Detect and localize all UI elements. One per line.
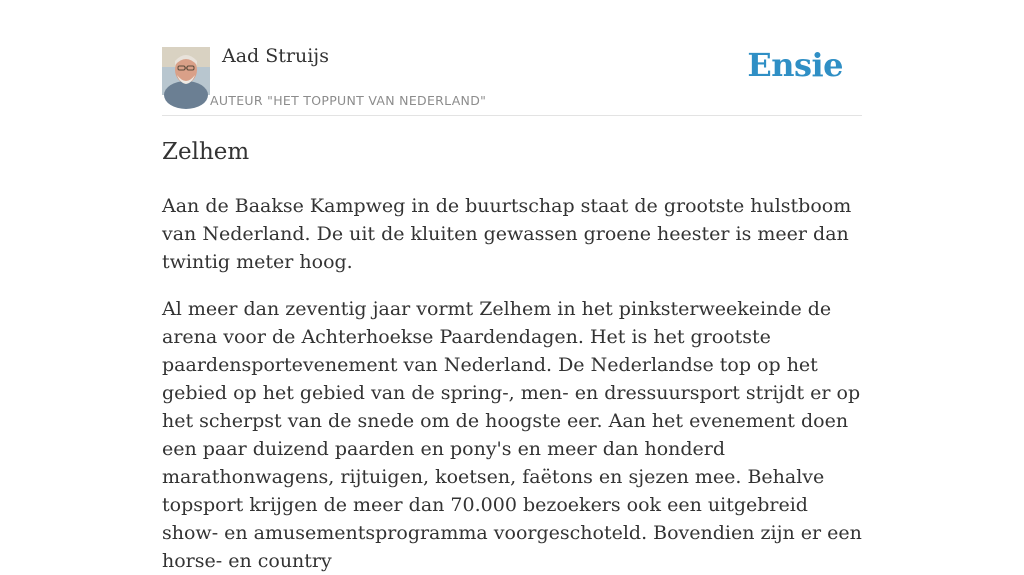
author-name[interactable]: Aad Struijs <box>222 45 329 67</box>
article-body <box>162 192 862 575</box>
article-header <box>162 0 862 116</box>
article-container <box>162 0 862 572</box>
article-paragraph: Aan de Baakse Kampweg in de buurtschap staat de grootste hulstboom van Nederland. De uit de kluiten gewassen groene heester is meer dan twintig meter hoog. <box>162 195 852 273</box>
author-bio: AUTEUR "HET TOPPUNT VAN NEDERLAND" <box>210 93 487 108</box>
author-avatar[interactable] <box>162 47 210 95</box>
author-photo <box>162 47 210 95</box>
ensie-logo[interactable]: Ensie <box>747 46 843 84</box>
article-title: Zelhem <box>162 139 250 165</box>
article-paragraph: Al meer dan zeventig jaar vormt Zelhem in het pinksterweekeinde de arena voor de Achterhoekse Paardendagen. Het is het grootste paardensportevenement van Nederland. De Nederlandse top op het gebied op het gebied van de spring-, men- en dressuursport strijdt er op het scherpst van de snede om de hoogste eer. Aan het evenement doen een paar duizend paarden en pony's en meer dan honderd marathonwagens, rijtuigen, koetsen, faëtons en sjezen mee. Behalve topsport krijgen de meer dan 70.000 bezoekers ook een uitgebreid show- en amusementsprogramma voorgeschoteld. Bovendien zijn er een horse- en country <box>162 298 862 572</box>
